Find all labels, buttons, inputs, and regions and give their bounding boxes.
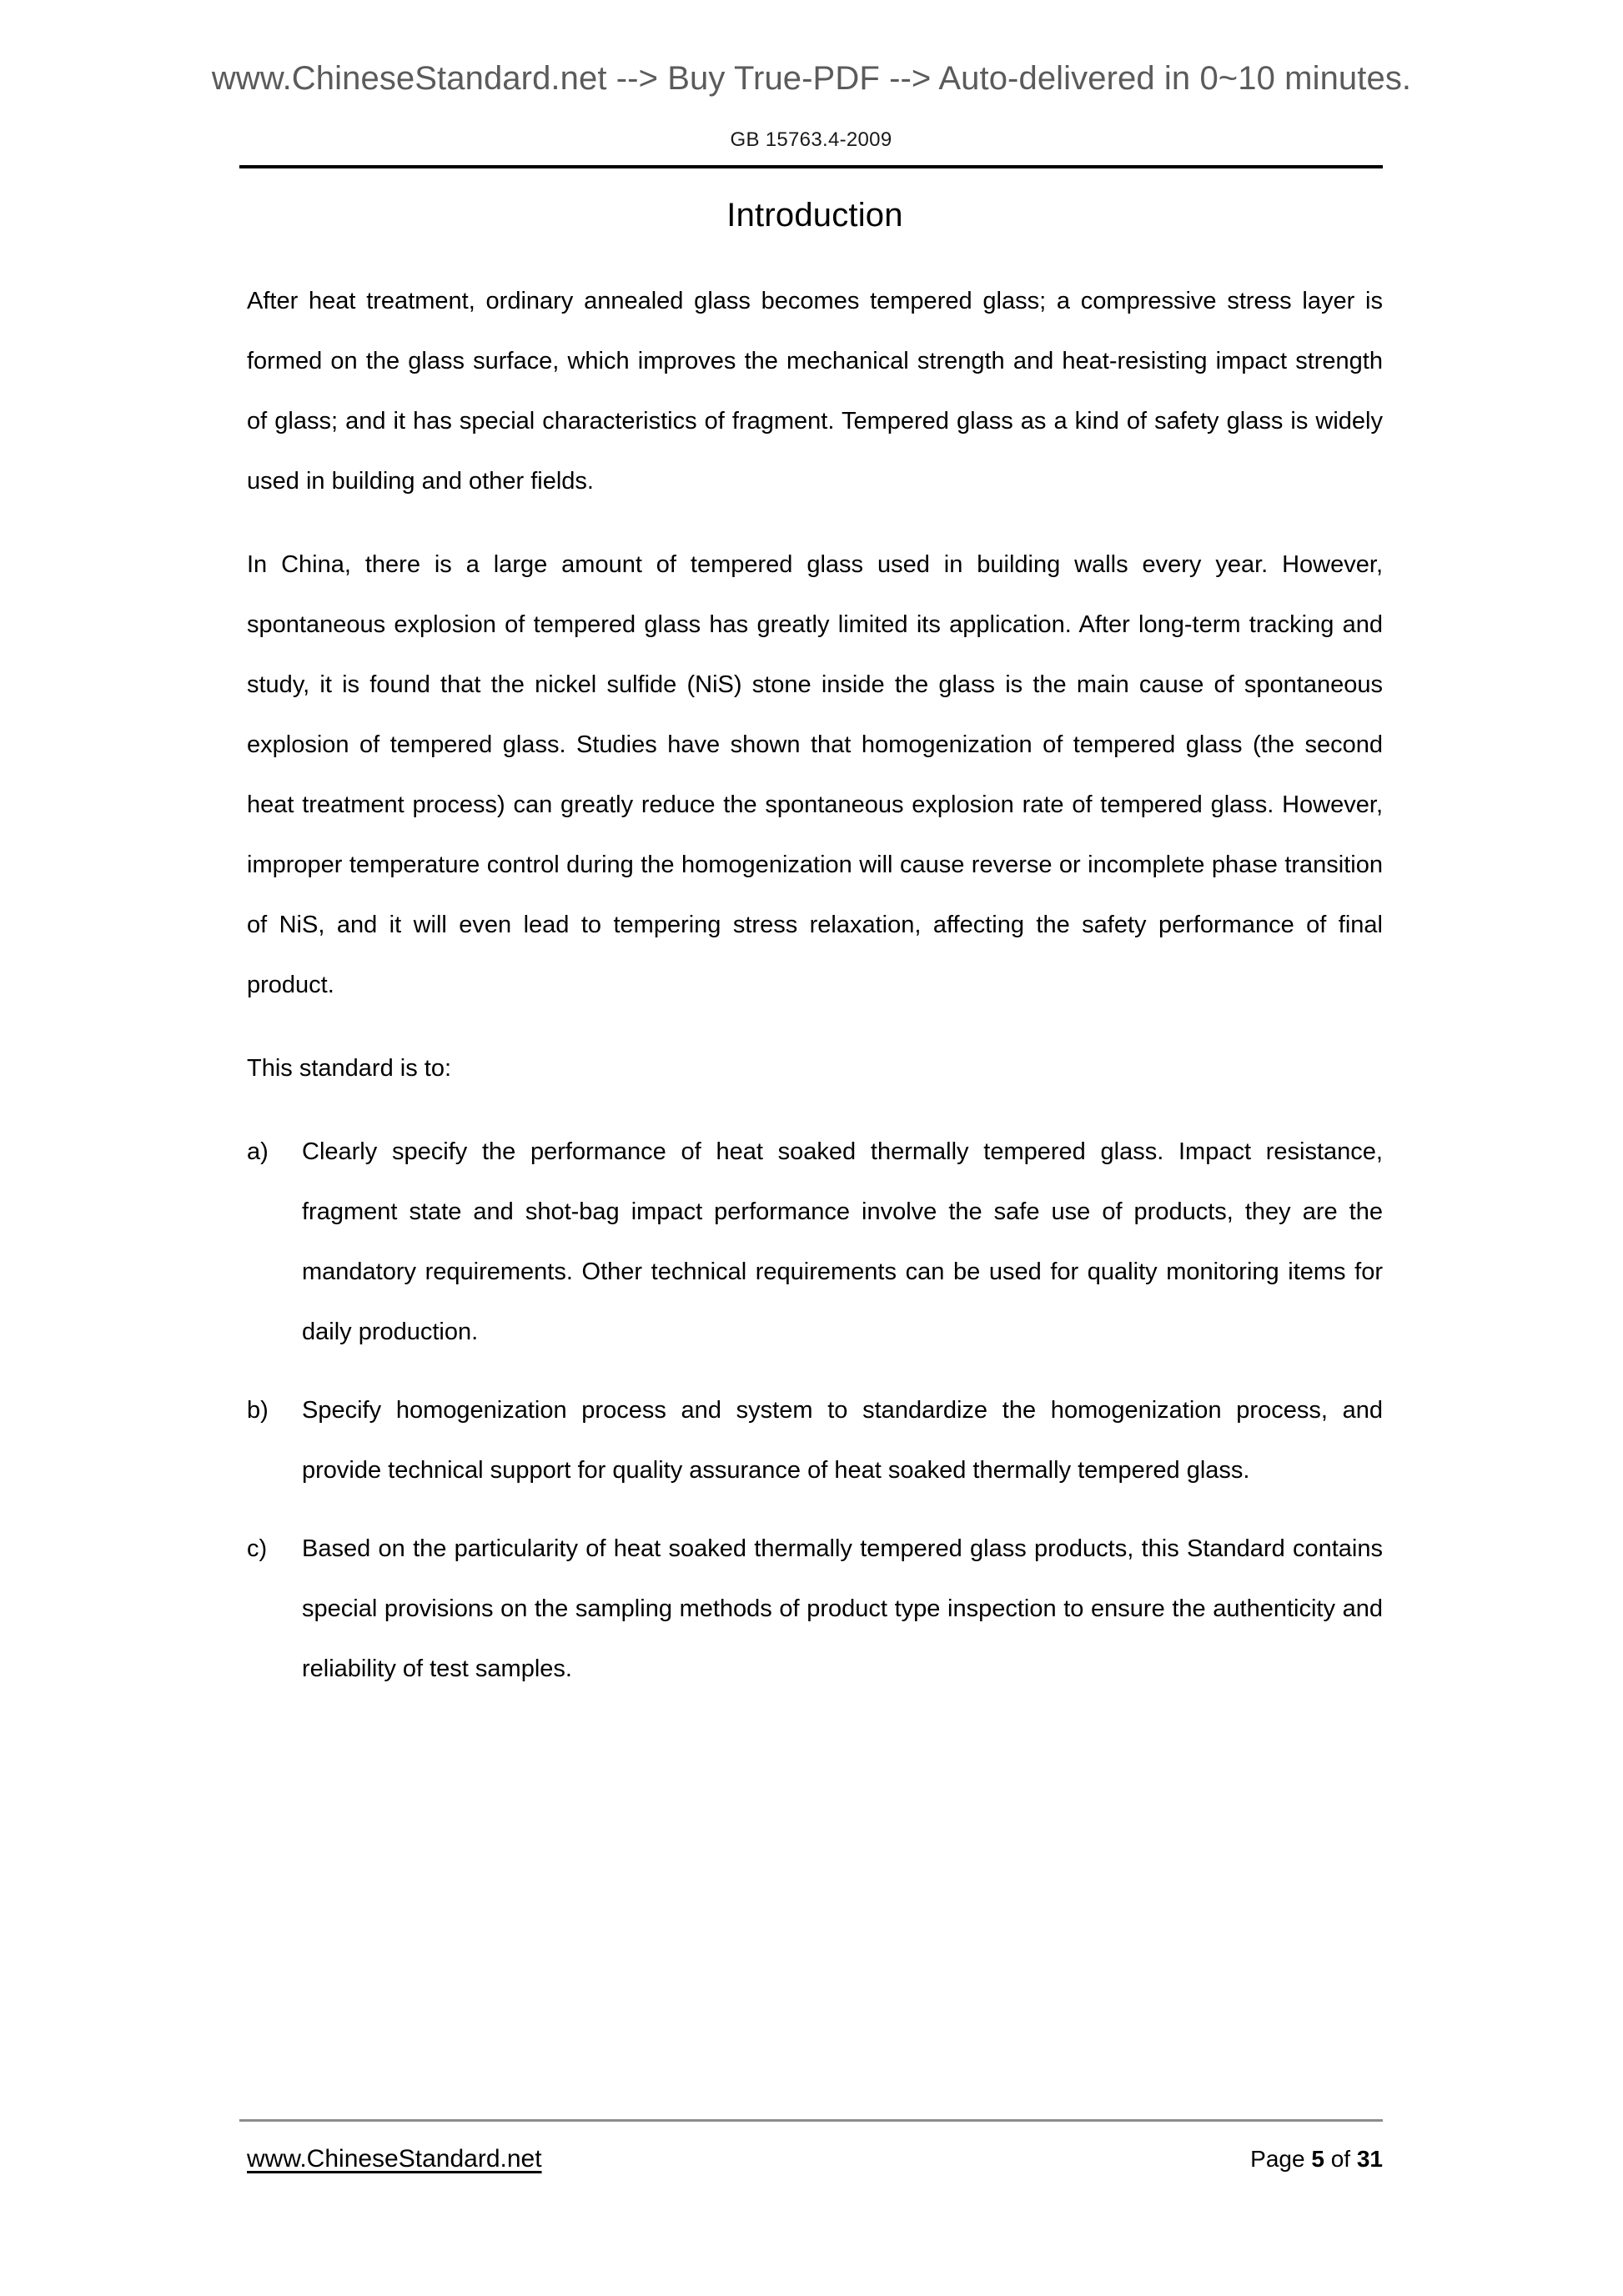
current-page-number: 5	[1311, 2146, 1324, 2172]
of-label: of	[1330, 2146, 1351, 2172]
running-header-standard-code: GB 15763.4-2009	[730, 128, 892, 151]
page-label: Page	[1250, 2146, 1305, 2172]
total-page-count: 31	[1356, 2146, 1383, 2172]
list-marker: a)	[247, 1138, 269, 1165]
document-body	[247, 197, 1383, 1717]
page-title: Introduction	[726, 197, 903, 234]
list-item	[247, 1122, 1383, 1362]
list-marker: b)	[247, 1397, 269, 1424]
list-item-text: Based on the particularity of heat soaked thermally tempered glass products, this Standard contains special provisions on the sampling methods of product type inspection to ensure the authenticity and reliability of test samples.	[302, 1535, 1383, 1682]
paragraph-2: In China, there is a large amount of tempered glass used in building walls every year. However, spontaneous explosion of tempered glass has greatly limited its application. After long-term tracking and study, it is found that the nickel sulfide (NiS) stone inside the glass is the main cause of spontaneous explosion of tempered glass. Studies have shown that homogenization of tempered glass (the second heat treatment process) can greatly reduce the spontaneous explosion rate of tempered glass. However, improper temperature control during the homogenization will cause reverse or incomplete phase transition of NiS, and it will even lead to tempering stress relaxation, affecting the safety performance of final product.	[247, 551, 1383, 998]
paragraph-3-lead-in: This standard is to:	[247, 1055, 451, 1082]
lettered-list	[247, 1122, 1383, 1699]
paragraph-1: After heat treatment, ordinary annealed glass becomes tempered glass; a compressive stress layer is formed on the glass surface, which improves the mechanical strength and heat-resisting impact strength of glass; and it has special characteristics of fragment. Tempered glass as a kind of safety glass is widely used in building and other fields.	[247, 288, 1383, 495]
list-item	[247, 1519, 1383, 1699]
list-marker: c)	[247, 1535, 268, 1562]
list-item-text: Clearly specify the performance of heat soaked thermally tempered glass. Impact resistance, fragment state and shot-bag impact performance involve the safe use of products, they are the mandatory requirements. Other technical requirements can be used for quality monitoring items for daily production.	[302, 1138, 1383, 1345]
footer-divider	[239, 2119, 1383, 2122]
promo-watermark: www.ChineseStandard.net --> Buy True-PDF --> Auto-delivered in 0~10 minutes.	[211, 60, 1412, 97]
list-item	[247, 1380, 1383, 1500]
page-number-indicator	[1250, 2146, 1383, 2173]
page-footer	[247, 2145, 1383, 2173]
footer-website-link[interactable]: www.ChineseStandard.net	[247, 2145, 542, 2173]
list-item-text: Specify homogenization process and system to standardize the homogenization process, and provide technical support for quality assurance of heat soaked thermally tempered glass.	[302, 1397, 1383, 1484]
header-divider	[239, 165, 1383, 168]
